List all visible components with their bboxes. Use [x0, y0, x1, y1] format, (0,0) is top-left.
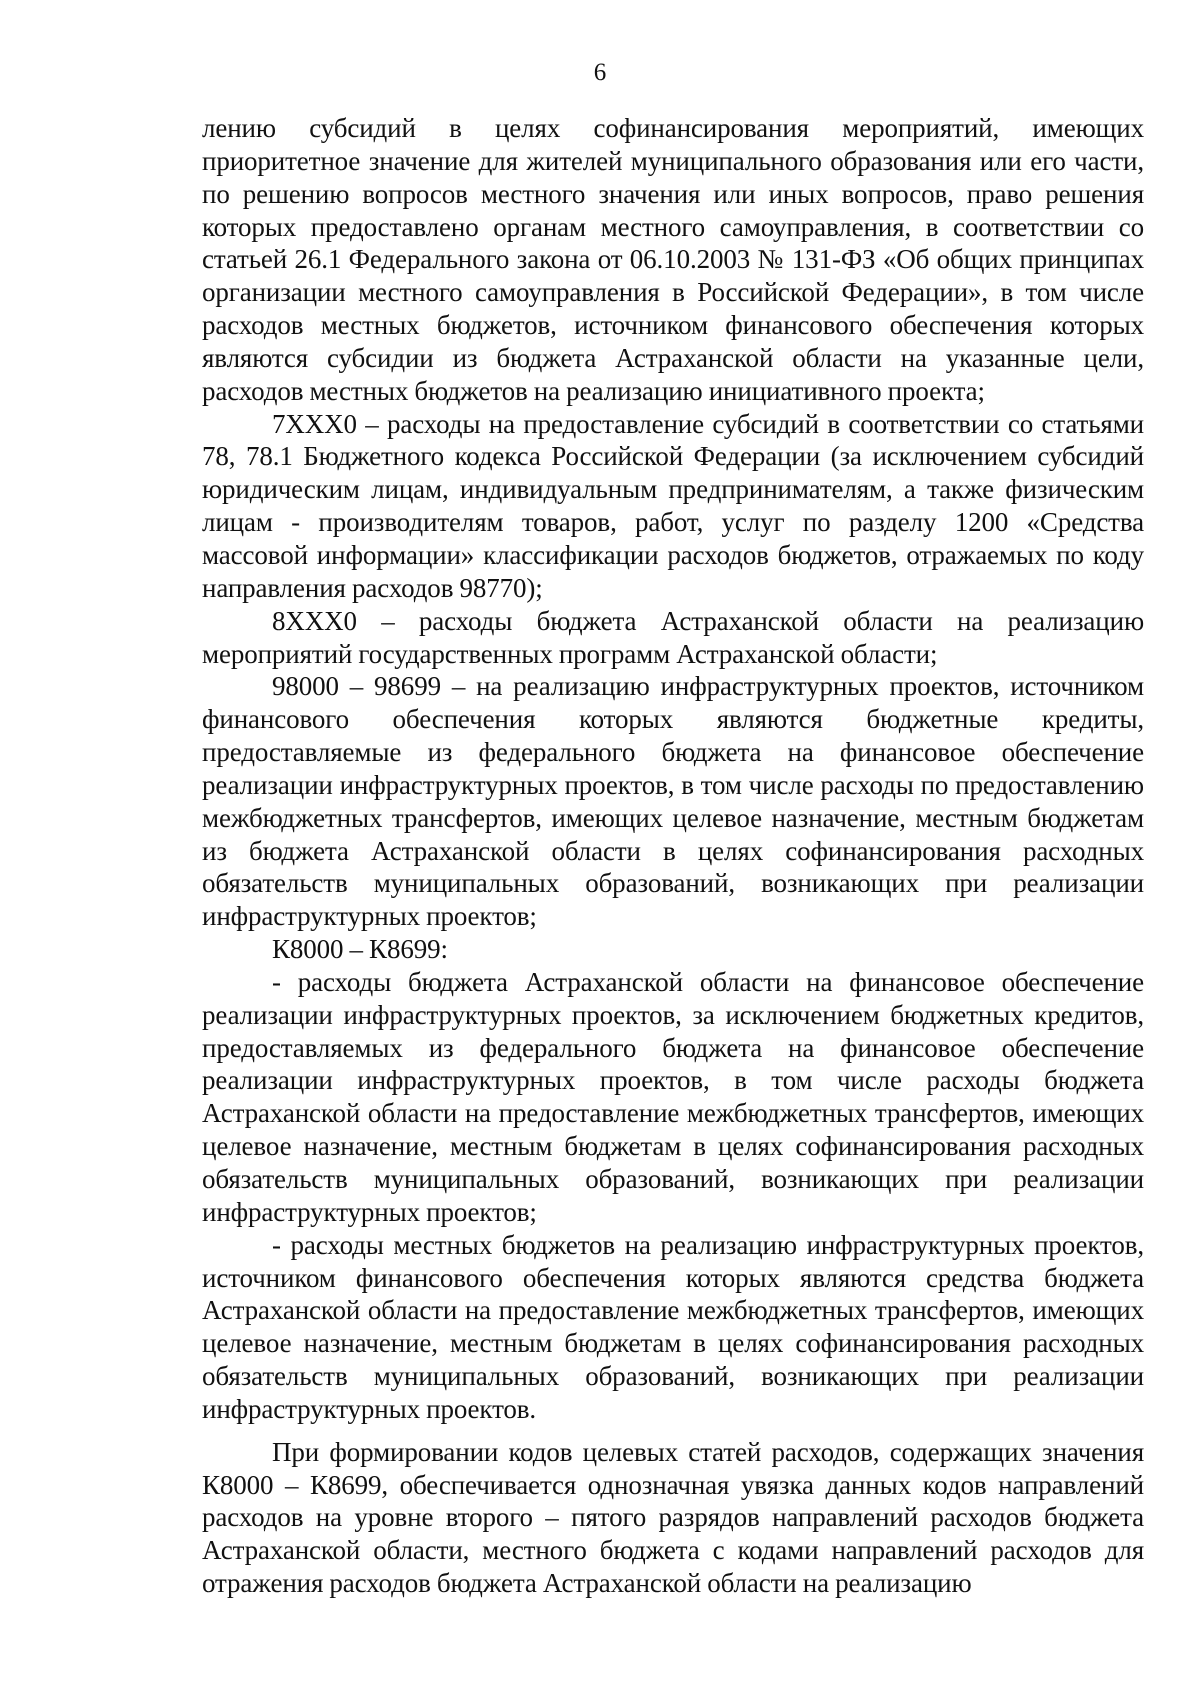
paragraph-code-formation: При формировании кодов целевых статей расходов, содержащих значения К8000 – К8699, обеспечивается однозначная увязка данных кодов направлений расходов на уровне второго – пятого разрядов направлений расходов бюджета Астраханской области, местного бюджета с кодами направлений расходов для отражения расходов бюджета Астраханской области на реализацию: [202, 1436, 1144, 1599]
document-body: [202, 112, 1144, 1600]
paragraph-continuation: лению субсидий в целях софинансирования мероприятий, имеющих приоритетное значение для жителей муниципального образования или его части, по решению вопросов местного значения или иных вопросов, право решения которых предоставлено органам местного самоуправления, в соответствии со статьей 26.1 Федерального закона от 06.10.2003 № 131-ФЗ «Об общих принципах организации местного самоуправления в Российской Федерации», в том числе расходов местных бюджетов, источником финансового обеспечения которых являются субсидии из бюджета Астраханской области на указанные цели, расходов местных бюджетов на реализацию инициативного проекта;: [202, 113, 1144, 406]
paragraph-code-8xxx0: 8XXX0 – расходы бюджета Астраханской области на реализацию мероприятий государственных программ Астраханской области;: [202, 605, 1144, 669]
page-number: 6: [593, 59, 607, 86]
paragraph-code-7xxx0: 7XXX0 – расходы на предоставление субсидий в соответствии со статьями 78, 78.1 Бюджетного кодекса Российской Федерации (за исключением субсидий юридическим лицам, индивидуальным предпринимателям, а также физическим лицам - производителям товаров, работ, услуг по разделу 1200 «Средства массовой информации» классификации расходов бюджетов, отражаемых по коду направления расходов 98770);: [202, 408, 1144, 603]
paragraph-code-k8000-k8699: К8000 – К8699:: [272, 934, 448, 965]
paragraph-code-98000-98699: 98000 – 98699 – на реализацию инфраструктурных проектов, источником финансового обеспечения которых являются бюджетные кредиты, предоставляемые из федерального бюджета на финансовое обеспечение реализации инфраструктурных проектов, в том числе расходы по предоставлению межбюджетных трансфертов, имеющих целевое назначение, местным бюджетам из бюджета Астраханской области в целях софинансирования расходных обязательств муниципальных образований, возникающих при реализации инфраструктурных проектов;: [202, 671, 1144, 932]
list-item-local-budgets: - расходы местных бюджетов на реализацию инфраструктурных проектов, источником финансового обеспечения которых являются средства бюджета Астраханской области на предоставление межбюджетных трансфертов, имеющих целевое назначение, местным бюджетам в целях софинансирования расходных обязательств муниципальных образований, возникающих при реализации инфраструктурных проектов.: [202, 1229, 1144, 1424]
list-item-regional-budget: - расходы бюджета Астраханской области на финансовое обеспечение реализации инфраструктурных проектов, за исключением бюджетных кредитов, предоставляемых из федерального бюджета на финансовое обеспечение реализации инфраструктурных проектов, в том числе расходы бюджета Астраханской области на предоставление межбюджетных трансфертов, имеющих целевое назначение, местным бюджетам в целях софинансирования расходных обязательств муниципальных образований, возникающих при реализации инфраструктурных проектов;: [202, 966, 1144, 1227]
